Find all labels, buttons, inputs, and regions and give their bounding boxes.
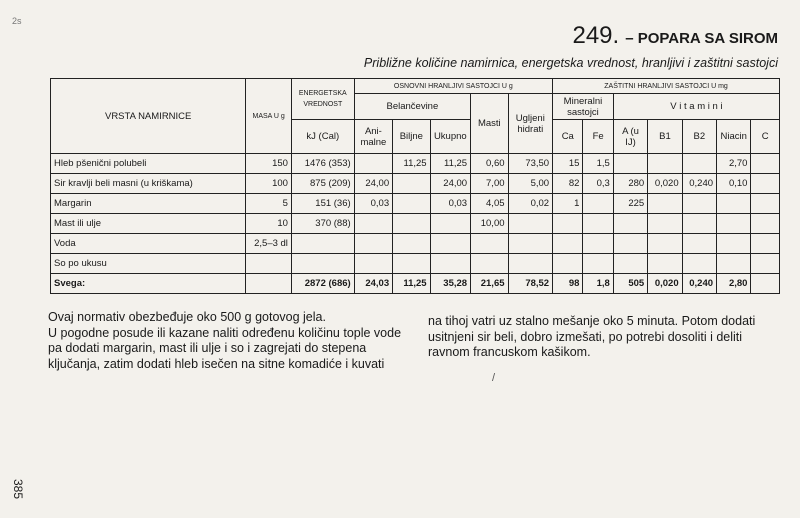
stray-mark: /	[492, 372, 496, 384]
cell-biljne: 11,25	[393, 154, 430, 174]
paragraph-method-start: U pogodne posude ili kazane naliti određenu količinu tople vode pa dodati margarin, mast ili ulje i so i zagrejati do stepena ključanja, zatim dodati hleb isečen na sitne komadiće i kuvati	[48, 325, 402, 371]
header-kj: kJ (Cal)	[291, 120, 354, 154]
cell-c	[751, 254, 780, 274]
cell-masa: 100	[246, 174, 292, 194]
table-row	[51, 254, 780, 274]
cell-ca	[553, 254, 583, 274]
header-biljne: Biljne	[393, 120, 430, 154]
cell-ca: 82	[553, 174, 583, 194]
cell-ukupno: 0,03	[430, 194, 470, 214]
cell-masti: 21,65	[471, 274, 508, 294]
cell-niacin	[717, 214, 751, 234]
cell-b2: 0,240	[682, 174, 716, 194]
recipe-title: – POPARA SA SIROM	[625, 30, 778, 47]
header-mineralni: Mineralni sastojci	[553, 94, 614, 120]
cell-c	[751, 234, 780, 254]
cell-animalne	[354, 154, 392, 174]
cell-biljne	[393, 174, 430, 194]
cell-ugljeni	[508, 234, 553, 254]
header-energetska: ENERGETSKA VREDNOST	[291, 79, 354, 120]
cell-kj: 875 (209)	[291, 174, 354, 194]
cell-name: Margarin	[51, 194, 246, 214]
header-vitamini: V i t a m i n i	[613, 94, 779, 120]
header-ukupno: Ukupno	[430, 120, 470, 154]
cell-masti: 7,00	[471, 174, 508, 194]
cell-ukupno: 24,00	[430, 174, 470, 194]
paragraph-yield: Ovaj normativ obezbeđuje oko 500 g gotovog jela.	[48, 310, 326, 324]
cell-ca	[553, 214, 583, 234]
cell-fe: 0,3	[583, 174, 613, 194]
cell-a: 280	[613, 174, 647, 194]
cell-masa: 2,5–3 dl	[246, 234, 292, 254]
header-b1: B1	[648, 120, 682, 154]
page-number: 385	[11, 478, 26, 500]
text-column-left	[48, 310, 403, 372]
cell-animalne	[354, 234, 392, 254]
header-masa: MASA U g	[246, 79, 292, 154]
cell-ugljeni: 73,50	[508, 154, 553, 174]
header-niacin: Niacin	[717, 120, 751, 154]
cell-kj	[291, 254, 354, 274]
cell-niacin	[717, 234, 751, 254]
cell-b1: 0,020	[648, 174, 682, 194]
cell-masa: 5	[246, 194, 292, 214]
cell-c	[751, 174, 780, 194]
cell-c	[751, 274, 780, 294]
cell-animalne	[354, 254, 392, 274]
cell-fe	[583, 254, 613, 274]
header-ca: Ca	[553, 120, 583, 154]
paragraph-method-end: na tihoj vatri uz stalno mešanje oko 5 minuta. Potom dodati usitnjeni sir beli, dobro izmešati, po potrebi dosoliti i deliti ravnom francuskom kašikom.	[428, 314, 756, 359]
cell-ukupno	[430, 214, 470, 234]
cell-animalne: 24,00	[354, 174, 392, 194]
cell-b1	[648, 194, 682, 214]
cell-name: Mast ili ulje	[51, 214, 246, 234]
cell-kj: 151 (36)	[291, 194, 354, 214]
cell-biljne	[393, 214, 430, 234]
cell-a	[613, 214, 647, 234]
header-b2: B2	[682, 120, 716, 154]
cell-b1	[648, 234, 682, 254]
cell-biljne	[393, 254, 430, 274]
recipe-number: 249.	[572, 22, 620, 49]
cell-b2: 0,240	[682, 274, 716, 294]
cell-b2	[682, 214, 716, 234]
cell-masa	[246, 274, 292, 294]
cell-b2	[682, 234, 716, 254]
table-row	[51, 234, 780, 254]
header-masti: Masti	[471, 94, 508, 154]
cell-name: Sir kravlji beli masni (u kriškama)	[51, 174, 246, 194]
cell-ca: 98	[553, 274, 583, 294]
nutrition-table	[50, 78, 780, 294]
cell-masa: 10	[246, 214, 292, 234]
cell-animalne	[354, 214, 392, 234]
table-row	[51, 214, 780, 234]
cell-masa: 150	[246, 154, 292, 174]
cell-masa	[246, 254, 292, 274]
cell-biljne	[393, 234, 430, 254]
cell-name: Voda	[51, 234, 246, 254]
cell-niacin: 0,10	[717, 174, 751, 194]
cell-biljne: 11,25	[393, 274, 430, 294]
cell-animalne: 0,03	[354, 194, 392, 214]
cell-ukupno: 35,28	[430, 274, 470, 294]
header-vrsta: VRSTA NAMIRNICE	[51, 79, 246, 154]
page-title	[572, 22, 778, 50]
header-fe: Fe	[583, 120, 613, 154]
table-subtitle: Približne količine namirnica, energetska vrednost, hranljivi i zaštitni sastojci	[363, 56, 778, 70]
table-row	[51, 154, 780, 174]
header-belancevine: Belančevine	[354, 94, 470, 120]
cell-fe: 1,5	[583, 154, 613, 174]
header-osnovni: OSNOVNI HRANLJIVI SASTOJCI U g	[354, 79, 552, 94]
cell-niacin: 2,70	[717, 154, 751, 174]
cell-kj: 370 (88)	[291, 214, 354, 234]
cell-biljne	[393, 194, 430, 214]
cell-c	[751, 154, 780, 174]
cell-b1: 0,020	[648, 274, 682, 294]
cell-ugljeni: 78,52	[508, 274, 553, 294]
cell-a	[613, 234, 647, 254]
cell-fe: 1,8	[583, 274, 613, 294]
cell-niacin	[717, 194, 751, 214]
cell-b2	[682, 254, 716, 274]
header-ugljeni: Ugljeni hidrati	[508, 94, 553, 154]
corner-mark: 2s	[12, 16, 22, 26]
cell-masti	[471, 254, 508, 274]
header-zastitni: ZAŠTITNI HRANLJIVI SASTOJCI U mg	[553, 79, 780, 94]
table-row	[51, 174, 780, 194]
cell-niacin	[717, 254, 751, 274]
cell-b1	[648, 254, 682, 274]
header-a: A (u IJ)	[613, 120, 647, 154]
cell-ugljeni	[508, 214, 553, 234]
cell-ukupno: 11,25	[430, 154, 470, 174]
cell-a: 505	[613, 274, 647, 294]
cell-name: Hleb pšenični polubeli	[51, 154, 246, 174]
cell-a	[613, 254, 647, 274]
cell-kj: 2872 (686)	[291, 274, 354, 294]
cell-ca: 1	[553, 194, 583, 214]
cell-c	[751, 194, 780, 214]
cell-niacin: 2,80	[717, 274, 751, 294]
cell-ukupno	[430, 254, 470, 274]
cell-ukupno	[430, 234, 470, 254]
cell-ugljeni: 0,02	[508, 194, 553, 214]
cell-ca: 15	[553, 154, 583, 174]
cell-masti: 0,60	[471, 154, 508, 174]
cell-b2	[682, 194, 716, 214]
table-total-row	[51, 274, 780, 294]
header-c: C	[751, 120, 780, 154]
cell-a	[613, 154, 647, 174]
cell-c	[751, 214, 780, 234]
table-row	[51, 194, 780, 214]
cell-b1	[648, 154, 682, 174]
cell-fe	[583, 234, 613, 254]
cell-a: 225	[613, 194, 647, 214]
cell-b2	[682, 154, 716, 174]
header-animalne: Ani-malne	[354, 120, 392, 154]
cell-fe	[583, 194, 613, 214]
cell-fe	[583, 214, 613, 234]
cell-kj	[291, 234, 354, 254]
cell-ca	[553, 234, 583, 254]
text-column-right	[428, 314, 780, 361]
table-body	[51, 154, 780, 294]
cell-kj: 1476 (353)	[291, 154, 354, 174]
cell-masti	[471, 234, 508, 254]
cell-b1	[648, 214, 682, 234]
cell-animalne: 24,03	[354, 274, 392, 294]
cell-name: Svega:	[51, 274, 246, 294]
cell-name: So po ukusu	[51, 254, 246, 274]
cell-masti: 10,00	[471, 214, 508, 234]
cell-masti: 4,05	[471, 194, 508, 214]
cell-ugljeni: 5,00	[508, 174, 553, 194]
cell-ugljeni	[508, 254, 553, 274]
